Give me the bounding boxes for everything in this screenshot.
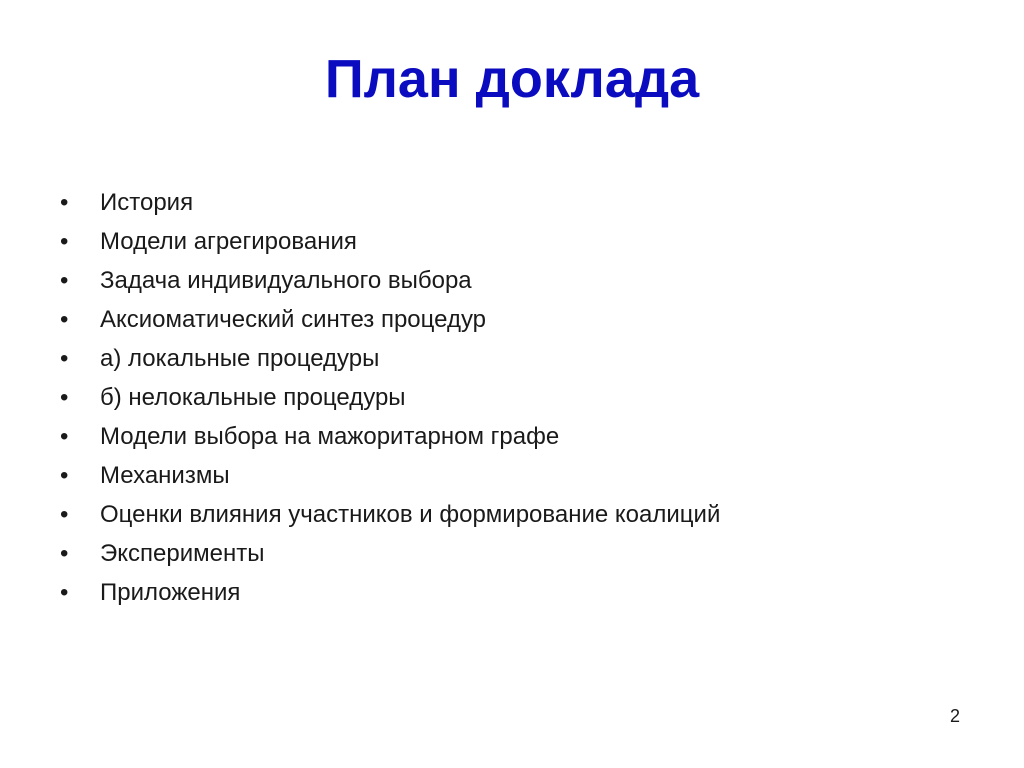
list-item-text: Аксиоматический синтез процедур <box>100 306 487 333</box>
list-item-text: б) нелокальные процедуры <box>100 384 406 411</box>
list-item <box>56 378 720 417</box>
list-item-text: История <box>100 189 194 216</box>
page-number: 2 <box>949 706 960 726</box>
bullet-icon: • <box>60 501 69 528</box>
bullet-icon: • <box>60 345 69 372</box>
list-item <box>56 534 720 573</box>
bullet-icon: • <box>60 228 69 255</box>
list-item-text: Модели выбора на мажоритарном графе <box>100 423 560 450</box>
list-item-text: Приложения <box>100 579 241 606</box>
bullet-icon: • <box>60 540 69 567</box>
list-item-text: Механизмы <box>100 462 230 489</box>
list-item-text: а) локальные процедуры <box>100 345 380 372</box>
bullet-icon: • <box>60 423 69 450</box>
list-item <box>56 261 720 300</box>
list-item <box>56 456 720 495</box>
list-item <box>56 417 720 456</box>
list-item-text: Задача индивидуального выбора <box>100 267 472 294</box>
bullet-icon: • <box>60 267 69 294</box>
list-item <box>56 573 720 612</box>
agenda-list <box>56 183 720 612</box>
list-item <box>56 495 720 534</box>
bullet-icon: • <box>60 462 69 489</box>
list-item-text: Оценки влияния участников и формирование коалиций <box>100 501 721 528</box>
list-item-text: Модели агрегирования <box>100 228 357 255</box>
bullet-icon: • <box>60 306 69 333</box>
bullet-icon: • <box>60 384 69 411</box>
bullet-icon: • <box>60 579 69 606</box>
list-item <box>56 339 720 378</box>
list-item <box>56 222 720 261</box>
list-item <box>56 183 720 222</box>
bullet-icon: • <box>60 189 69 216</box>
list-item-text: Эксперименты <box>100 540 265 567</box>
list-item <box>56 300 720 339</box>
slide-title: План доклада <box>324 49 700 109</box>
